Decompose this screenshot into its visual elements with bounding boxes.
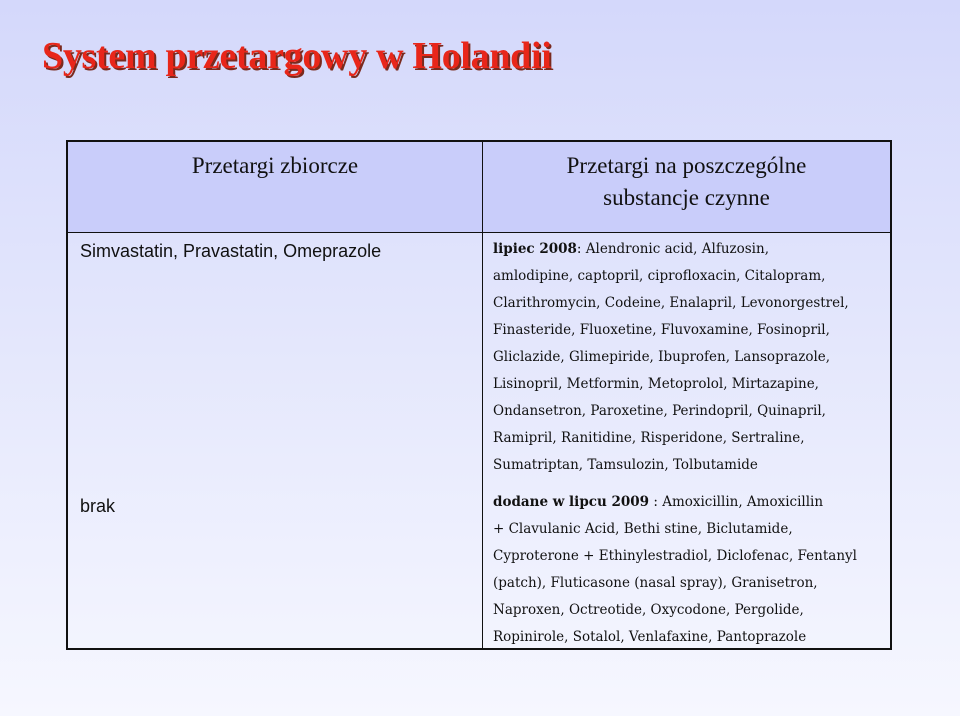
header-collective-tenders [68, 142, 482, 232]
header-left-label: Przetargi zbiorcze [191, 153, 359, 178]
header-divider [68, 232, 890, 233]
row2-line: (patch), Fluticasone (nasal spray), Granisetron, [493, 575, 818, 591]
row2-line: Cyproterone + Ethinylestradiol, Diclofenac, Fentanyl [493, 548, 857, 564]
row1-line: amlodipine, captopril, ciprofloxacin, Citalopram, [493, 268, 826, 284]
row1-substances [483, 236, 890, 479]
row1-line: Finasteride, Fluoxetine, Fluvoxamine, Fosinopril, [493, 322, 830, 338]
row1-line: Lisinopril, Metformin, Metoprolol, Mirtazapine, [493, 376, 819, 392]
row2-lead-rest: : Amoxicillin, Amoxicillin [649, 494, 824, 510]
row1-line: Clarithromycin, Codeine, Enalapril, Levonorgestrel, [493, 295, 849, 311]
row1-line: Sumatriptan, Tamsulozin, Tolbutamide [493, 457, 758, 473]
row2-line: + Clavulanic Acid, Bethi stine, Biclutamide, [493, 521, 793, 537]
row2-first-line [493, 489, 890, 516]
row1-collective [68, 238, 482, 265]
header-right-line2: substancje czynne [603, 185, 770, 210]
row1-line: Ramipril, Ranitidine, Risperidone, Sertraline, [493, 430, 805, 446]
row2-collective [68, 493, 482, 520]
header-substance-tenders [483, 142, 890, 232]
row2-substances [483, 489, 890, 651]
slide-title: System przetargowy w Holandii [42, 35, 552, 77]
row2-line: Ropinirole, Sotalol, Venlafaxine, Pantoprazole [493, 629, 807, 645]
row1-line: Ondansetron, Paroxetine, Perindopril, Quinapril, [493, 403, 826, 419]
row2-line: Naproxen, Octreotide, Oxycodone, Pergolide, [493, 602, 804, 618]
row1-left-text: Simvastatin, Pravastatin, Omeprazole [80, 241, 382, 261]
row1-lead-rest: : Alendronic acid, Alfuzosin, [576, 241, 769, 257]
tender-table [66, 140, 892, 650]
row2-left-text: brak [80, 496, 116, 516]
row2-lead: dodane w lipcu 2009 [493, 494, 650, 510]
row1-lead: lipiec 2008 [493, 241, 577, 257]
row1-first-line [493, 236, 890, 263]
header-right-line1: Przetargi na poszczególne [566, 153, 807, 178]
row1-line: Gliclazide, Glimepiride, Ibuprofen, Lansoprazole, [493, 349, 831, 365]
